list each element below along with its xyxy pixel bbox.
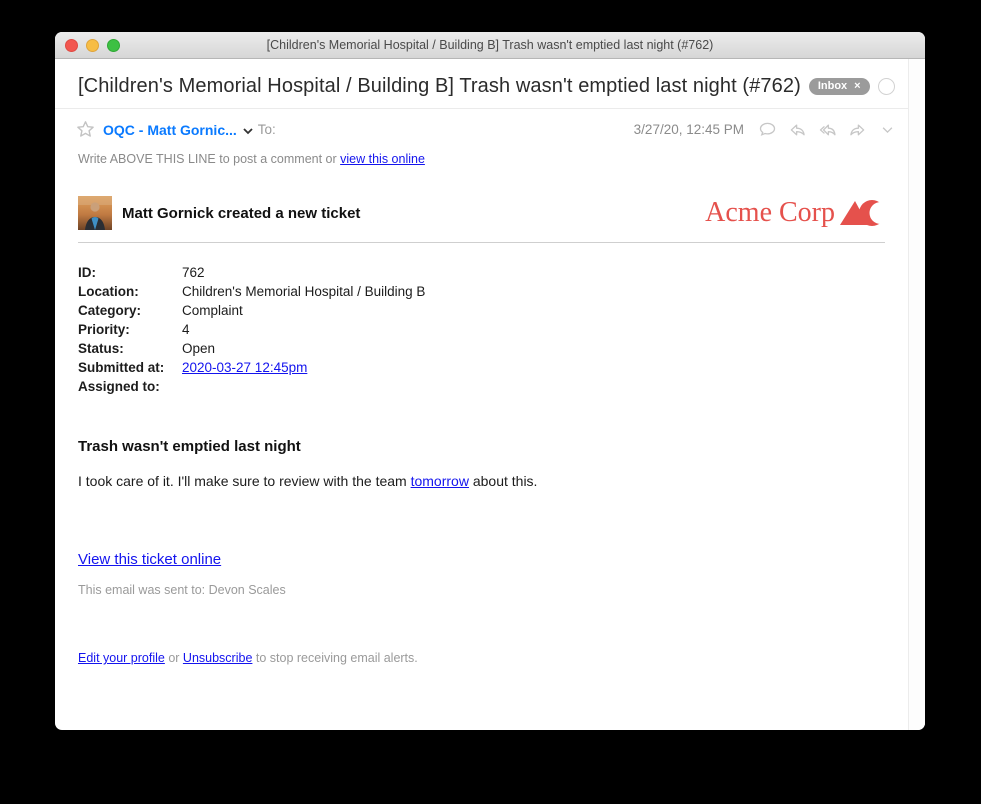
field-row-category <box>78 301 885 320</box>
to-label: To: <box>257 122 276 137</box>
tomorrow-link[interactable]: tomorrow <box>410 473 469 489</box>
field-value: Children's Memorial Hospital / Building B <box>182 284 426 299</box>
submitted-at-link[interactable]: 2020-03-27 12:45pm <box>182 360 308 375</box>
field-value: Open <box>182 341 216 356</box>
view-this-online-link[interactable]: view this online <box>340 152 425 166</box>
footer-suffix: to stop receiving email alerts. <box>252 651 418 665</box>
field-label: Submitted at: <box>78 360 165 375</box>
email-footer <box>78 651 885 665</box>
scrollbar-track[interactable] <box>908 59 925 730</box>
close-button[interactable] <box>65 39 78 52</box>
field-row-location <box>78 282 885 301</box>
reply-all-icon[interactable] <box>817 119 838 140</box>
forward-icon[interactable] <box>847 119 868 140</box>
field-label: Priority: <box>78 322 130 337</box>
badge-remove-icon[interactable]: × <box>854 80 861 92</box>
acme-corp-logo-icon <box>839 198 885 228</box>
inbox-badge-label: Inbox <box>817 80 848 92</box>
field-value: 762 <box>182 265 205 280</box>
ticket-divider <box>78 242 885 243</box>
sender-name[interactable]: OQC - Matt Gornic... <box>103 121 237 138</box>
brand <box>705 197 885 229</box>
mark-done-toggle[interactable] <box>878 78 895 95</box>
ticket-header <box>78 196 885 230</box>
sender-row <box>55 109 908 146</box>
comment-icon[interactable] <box>757 119 778 140</box>
sender-chevron-down-icon[interactable] <box>242 125 254 137</box>
ticket-title: Trash wasn't emptied last night <box>78 438 301 455</box>
unsubscribe-link[interactable]: Unsubscribe <box>182 651 253 665</box>
traffic-lights <box>65 32 120 58</box>
brand-name: Acme Corp <box>705 197 835 228</box>
email-subject: [Children's Memorial Hospital / Building B] Trash wasn't emptied last night (#762) <box>78 75 801 97</box>
edit-profile-link[interactable]: Edit your profile <box>78 651 165 665</box>
more-chevron-down-icon[interactable] <box>877 119 898 140</box>
star-icon[interactable] <box>75 119 96 140</box>
view-ticket-online-link[interactable]: View this ticket online <box>78 551 222 568</box>
field-value <box>182 377 885 396</box>
window-title: [Children's Memorial Hospital / Building B] Trash wasn't emptied last night (#762) <box>266 38 714 52</box>
sent-to-text: This email was sent to: Devon Scales <box>78 583 286 597</box>
field-row-status <box>78 339 885 358</box>
email-body <box>55 166 908 665</box>
comment-hint <box>55 146 908 166</box>
ticket-header-title: Matt Gornick created a new ticket <box>122 204 361 222</box>
field-value: Complaint <box>182 303 243 318</box>
header-actions <box>634 119 898 140</box>
field-label: Location: <box>78 284 139 299</box>
field-label: Assigned to: <box>78 379 160 394</box>
field-row-submitted-at <box>78 358 885 377</box>
reply-icon[interactable] <box>787 119 808 140</box>
window-titlebar[interactable] <box>55 32 925 59</box>
inbox-badge[interactable] <box>809 78 870 95</box>
field-label: Category: <box>78 303 142 318</box>
field-row-assigned-to <box>78 377 885 396</box>
mail-window <box>55 32 925 730</box>
ticket-description <box>78 473 885 489</box>
field-row-id <box>78 263 885 282</box>
footer-or: or <box>164 651 183 665</box>
avatar <box>78 196 112 230</box>
description-text: I took care of it. I'll make sure to review with the team <box>78 473 411 489</box>
email-date: 3/27/20, 12:45 PM <box>633 122 744 137</box>
field-value: 4 <box>182 322 190 337</box>
subject-row <box>55 59 908 108</box>
hint-text: Write ABOVE THIS LINE to post a comment or <box>78 152 341 166</box>
zoom-button[interactable] <box>107 39 120 52</box>
description-text-end: about this. <box>468 473 538 489</box>
field-row-priority <box>78 320 885 339</box>
field-label: ID: <box>78 265 96 280</box>
field-label: Status: <box>78 341 124 356</box>
ticket-fields <box>78 263 885 396</box>
minimize-button[interactable] <box>86 39 99 52</box>
